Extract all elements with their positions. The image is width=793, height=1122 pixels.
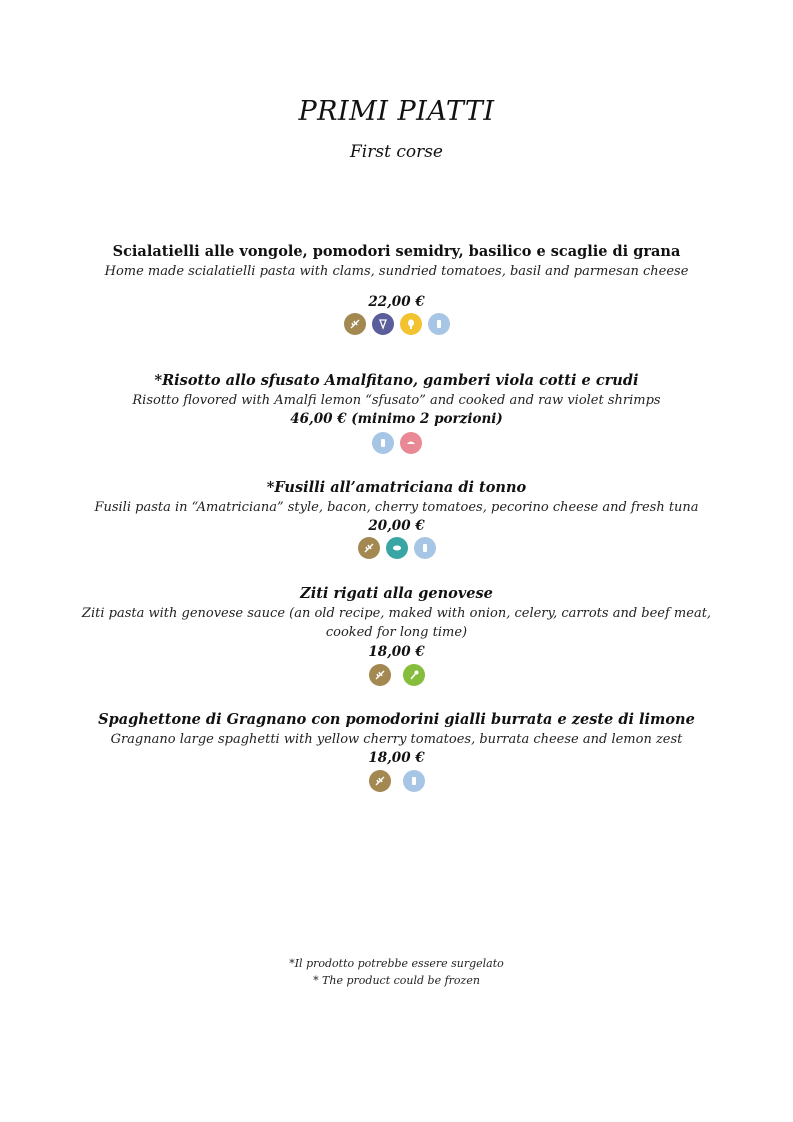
dish-description: Risotto flovored with Amalfi lemon “sfusato” and cooked and raw violet shrimps <box>132 393 661 408</box>
footnote-italian: *Il prodotto potrebbe essere surgelato <box>289 957 504 970</box>
dish-name: Spaghettone di Gragnano con pomodorini gialli burrata e zeste di limone <box>98 711 695 728</box>
gluten-icon <box>369 770 391 792</box>
dish-name: Scialatielli alle vongole, pomodori semidry, basilico e scaglie di grana <box>112 243 681 260</box>
milk-icon <box>428 313 450 335</box>
dish-price: 18,00 € <box>368 750 425 766</box>
milk-icon <box>372 432 394 454</box>
dish-price: 20,00 € <box>368 518 425 534</box>
footnote-english: * The product could be frozen <box>313 974 480 987</box>
allergen-icons <box>0 537 793 563</box>
crustacean-icon <box>400 432 422 454</box>
dish-name: Ziti rigati alla genovese <box>300 585 493 602</box>
milk-icon <box>403 770 425 792</box>
celery-icon <box>403 664 425 686</box>
dish-name: *Fusilli all’amatriciana di tonno <box>266 479 527 496</box>
mollusc-icon <box>372 313 394 335</box>
allergen-icons <box>0 432 793 458</box>
dish-price: 22,00 € <box>368 294 425 310</box>
gluten-icon <box>344 313 366 335</box>
dish-price: 18,00 € <box>368 644 425 660</box>
dish-description: Gragnano large spaghetti with yellow cherry tomatoes, burrata cheese and lemon zest <box>110 732 683 747</box>
egg-icon <box>400 313 422 335</box>
dish-description: Fusili pasta in “Amatriciana” style, bacon, cherry tomatoes, pecorino cheese and fresh tuna <box>94 500 699 515</box>
dish-description-cont: cooked for long time) <box>325 625 468 640</box>
gluten-icon <box>369 664 391 686</box>
gluten-icon <box>358 537 380 559</box>
dish-name: *Risotto allo sfusato Amalfitano, gamberi viola cotti e crudi <box>154 372 639 389</box>
allergen-icons <box>0 313 793 339</box>
dish-price: 46,00 € (minimo 2 porzioni) <box>290 411 503 427</box>
dish-description: Ziti pasta with genovese sauce (an old recipe, maked with onion, celery, carrots and beef meat, <box>81 606 712 621</box>
fish-icon <box>386 537 408 559</box>
dish-description: Home made scialatielli pasta with clams, sundried tomatoes, basil and parmesan cheese <box>104 264 689 279</box>
page-title: PRIMI PIATTI <box>298 96 495 127</box>
allergen-icons <box>0 770 793 796</box>
page-subtitle: First corse <box>350 142 443 162</box>
allergen-icons <box>0 664 793 690</box>
milk-icon <box>414 537 436 559</box>
